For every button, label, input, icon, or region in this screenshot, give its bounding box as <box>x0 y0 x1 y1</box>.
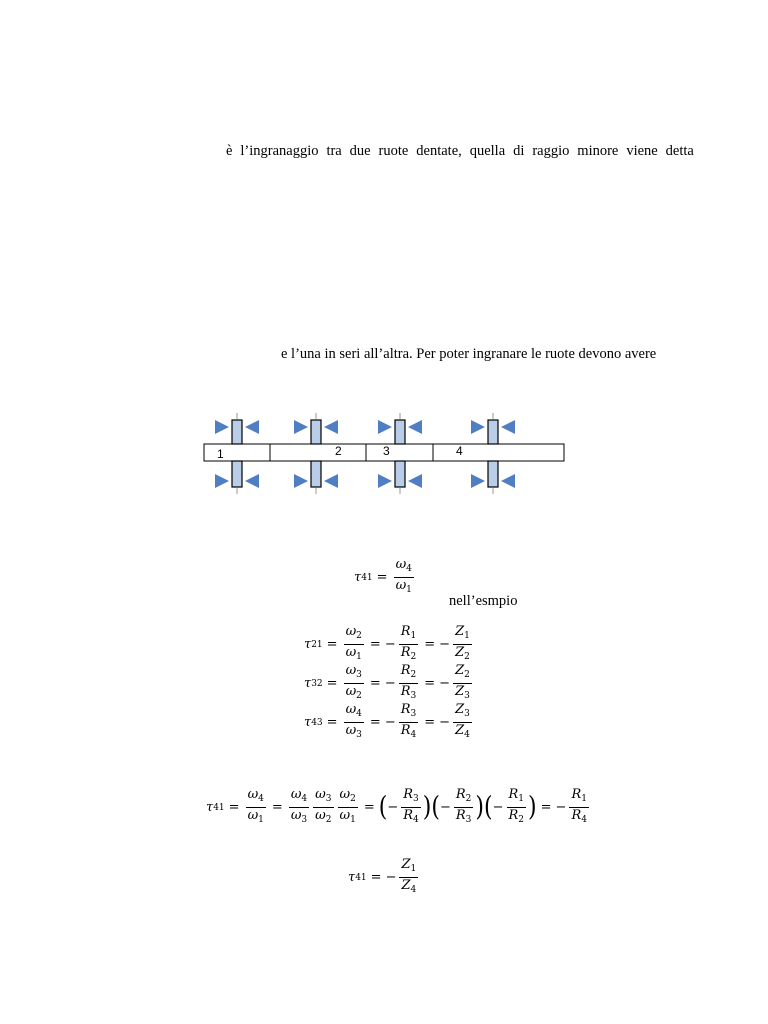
equation-tau32: τ 32 = $\frac{\omega_3}{\omega_2}$ = − $\frac{R_2}{R_3}$ = − $\frac{Z_2}{Z_3}$ <box>304 663 470 701</box>
gear-1-lower <box>232 461 242 487</box>
bearing-icon <box>408 420 422 434</box>
bearing-icon <box>408 474 422 488</box>
gear-label-1: 1 <box>217 447 224 461</box>
paragraph-word: di <box>513 143 525 159</box>
bearing-icon <box>294 474 308 488</box>
bearing-icon <box>501 420 515 434</box>
bearing-icon <box>378 474 392 488</box>
bearing-icon <box>245 474 259 488</box>
gear-2-upper <box>311 420 321 444</box>
gear-3-upper <box>395 420 405 444</box>
paragraph-word: è <box>226 143 233 159</box>
paragraph-word: minore <box>577 143 619 159</box>
bearing-icon <box>324 474 338 488</box>
paragraph-word: quella <box>469 143 506 159</box>
gear-4-lower <box>488 461 498 487</box>
paragraph-word: detta <box>665 143 694 159</box>
bearing-icon <box>501 474 515 488</box>
bearing-icon <box>378 420 392 434</box>
paragraph-word: dentate, <box>416 143 462 159</box>
bearing-icon <box>245 420 259 434</box>
gear-label-4: 4 <box>456 444 463 458</box>
bearing-icon <box>215 474 229 488</box>
gear-4-upper <box>488 420 498 444</box>
bearing-icon <box>215 420 229 434</box>
gear-label-2: 2 <box>335 444 342 458</box>
bearing-icon <box>294 420 308 434</box>
example-label: nell’esmpio <box>449 593 518 609</box>
paragraph-word: raggio <box>532 143 570 159</box>
gear-1-upper <box>232 420 242 444</box>
equation-tau43: τ 43 = $\frac{\omega_4}{\omega_3}$ = − $\frac{R_3}{R_4}$ = − $\frac{Z_3}{Z_4}$ <box>304 702 470 740</box>
equation-tau21: τ 21 = $\frac{\omega_2}{\omega_1}$ = − $\frac{R_1}{R_2}$ = − $\frac{Z_1}{Z_2}$ <box>304 624 470 662</box>
equation-tau41-definition: τ 41 = $\frac{\omega_4}{\omega_1}$ <box>354 557 412 595</box>
paragraph-line-2: e l’una in seri all’altra. Per poter ingranare le ruote devono avere <box>281 346 657 362</box>
gear-2-lower <box>311 461 321 487</box>
gear-label-3: 3 <box>383 444 390 458</box>
paragraph-word: due <box>349 143 371 159</box>
equation-tau41-result: τ 41 = − $\frac{Z_1}{Z_4}$ <box>348 857 417 895</box>
bearing-icon <box>471 420 485 434</box>
gear-3-lower <box>395 461 405 487</box>
bearing-icon <box>324 420 338 434</box>
equation-tau41-chain: τ 41 = $\frac{\omega_4}{\omega_1}$ = $\frac{\omega_4}{\omega_3}$ $\frac{\omega_3}{\omega_2}$ $\frac{\omega_2}{\omega_1}$ = ( − $\frac{R_3}{R_4}$ ) ( − $\frac{R_2}{R_3}$ ) ( − $\frac{R_1}{R_2}$ ) = − $\frac{R_1}{R_4}$ <box>206 787 587 825</box>
paragraph-word: ruote <box>378 143 409 159</box>
bearing-icon <box>471 474 485 488</box>
paragraph-word: viene <box>626 143 658 159</box>
paragraph-word: l’ingranaggio <box>240 143 319 159</box>
paragraph-word: tra <box>326 143 342 159</box>
